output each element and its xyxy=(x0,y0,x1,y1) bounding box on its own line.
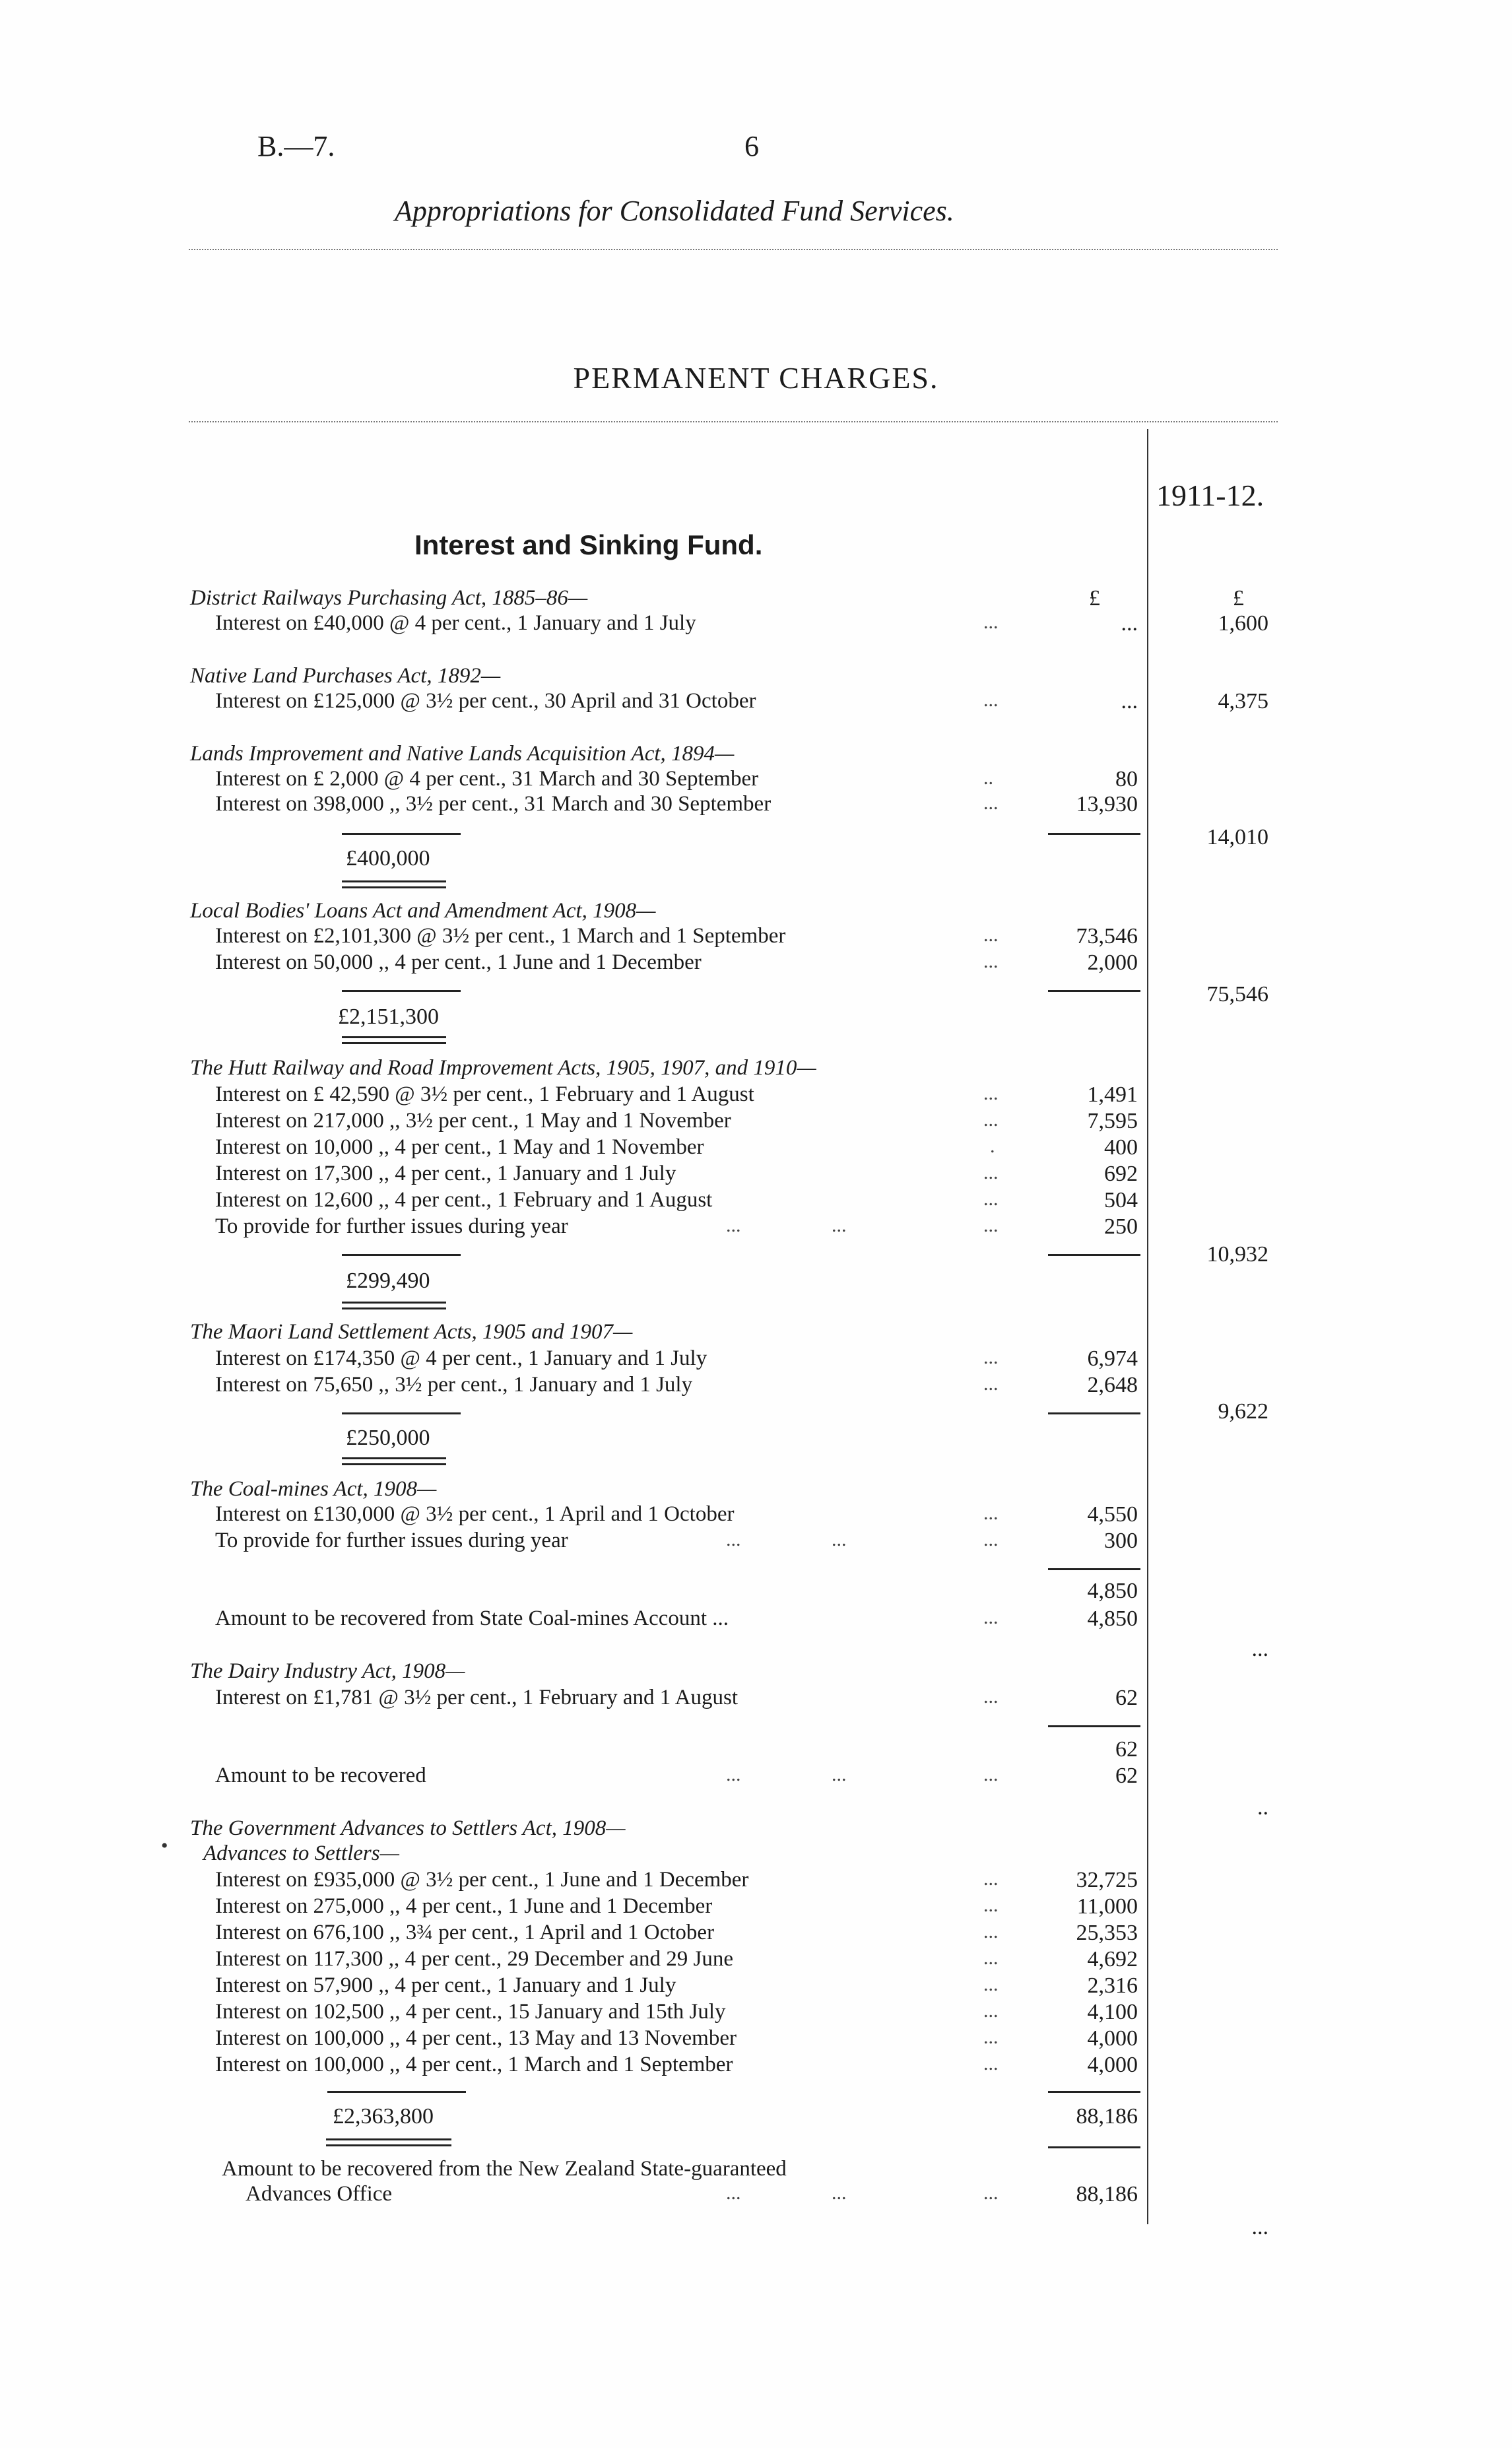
document-reference: B.—7. xyxy=(257,130,335,162)
act-total: 75,546 xyxy=(1206,982,1268,1007)
leader-dots: ... xyxy=(726,1764,741,1785)
interest-line: Interest on £130,000 @ 3½ per cent., 1 April and 1 October xyxy=(215,1502,735,1526)
line-amount: 4,000 xyxy=(1087,2053,1138,2077)
line-amount: 7,595 xyxy=(1087,1109,1138,1133)
interest-line: Interest on 75,650 ,, 3½ per cent., 1 January and 1 July xyxy=(215,1373,693,1397)
subtotal-amount: 4,850 xyxy=(1087,1579,1138,1603)
double-underline xyxy=(342,1302,446,1309)
line-amount: 250 xyxy=(1104,1214,1138,1239)
leader-dots: ... xyxy=(983,1764,999,1785)
interest-line: Interest on £ 2,000 @ 4 per cent., 31 March and 30 September xyxy=(215,767,759,791)
act-total: 14,010 xyxy=(1206,825,1268,849)
line-amount: 4,000 xyxy=(1087,2026,1138,2051)
line-amount: 4,692 xyxy=(1087,1947,1138,1971)
leader-dots: . xyxy=(990,1135,995,1157)
interest-line: Interest on £174,350 @ 4 per cent., 1 January and 1 July xyxy=(215,1346,707,1370)
line-amount: 13,930 xyxy=(1076,792,1138,816)
interest-line: To provide for further issues during year xyxy=(215,1214,568,1238)
interest-line: Interest on 17,300 ,, 4 per cent., 1 January and 1 July xyxy=(215,1162,676,1185)
double-underline xyxy=(342,1036,446,1044)
recovered-amount: 88,186 xyxy=(1076,2182,1138,2206)
leader-dots: ... xyxy=(983,611,999,633)
line-amount: 504 xyxy=(1104,1188,1138,1212)
page-title: Appropriations for Consolidated Fund Services. xyxy=(395,195,954,227)
interest-line: Interest on 57,900 ,, 4 per cent., 1 January and 1 July xyxy=(215,1973,676,1997)
principal-total: £250,000 xyxy=(346,1426,430,1450)
leader-dots: ... xyxy=(983,1868,999,1890)
leader-dots: ... xyxy=(983,950,999,972)
leader-dots: ... xyxy=(832,1214,847,1236)
line-amount: 4,100 xyxy=(1087,2000,1138,2024)
leader-dots: ... xyxy=(983,2026,999,2048)
underline xyxy=(1048,2091,1140,2093)
line-amount: 2,316 xyxy=(1087,1973,1138,1998)
interest-line: Interest on 398,000 ,, 3½ per cent., 31 March and 30 September xyxy=(215,792,772,816)
leader-dots: ... xyxy=(983,1346,999,1368)
act-title: The Coal-mines Act, 1908— xyxy=(190,1477,437,1501)
act-total: 4,375 xyxy=(1218,689,1268,713)
leader-dots: ... xyxy=(832,2182,847,2204)
subtotal-amount: 62 xyxy=(1115,1737,1138,1762)
line-amount: 80 xyxy=(1115,767,1138,791)
leader-dots: ... xyxy=(726,1214,741,1236)
act-title: Native Land Purchases Act, 1892— xyxy=(190,664,501,688)
leader-dots: ... xyxy=(983,792,999,814)
interest-line: To provide for further issues during year xyxy=(215,1529,568,1552)
act-total: 1,600 xyxy=(1218,611,1268,636)
underline xyxy=(342,1412,461,1414)
interest-line: Interest on £ 42,590 @ 3½ per cent., 1 February and 1 August xyxy=(215,1082,754,1106)
act-title: District Railways Purchasing Act, 1885–86— xyxy=(190,586,588,610)
leader-dots: ... xyxy=(983,1188,999,1210)
leader-dots: ... xyxy=(983,1947,999,1969)
year-heading: 1911-12. xyxy=(1156,479,1265,512)
interest-line: Interest on 100,000 ,, 4 per cent., 13 May and 13 November xyxy=(215,2026,737,2050)
leader-dots: ... xyxy=(726,2182,741,2204)
line-amount: 11,000 xyxy=(1076,1894,1138,1919)
recovered-label: Amount to be recovered xyxy=(215,1764,426,1787)
principal-total: £299,490 xyxy=(346,1269,430,1293)
leader-dots: ... xyxy=(983,1529,999,1550)
bullet-mark: • xyxy=(161,1835,168,1857)
act-total: ... xyxy=(1251,2215,1268,2239)
column-divider xyxy=(1147,429,1148,2224)
leader-dots: ... xyxy=(983,1606,999,1628)
leader-dots: ... xyxy=(983,924,999,946)
underline xyxy=(1048,2146,1140,2148)
act-title: Lands Improvement and Native Lands Acquisition Act, 1894— xyxy=(190,742,735,766)
line-amount: 400 xyxy=(1104,1135,1138,1160)
line-amount: 6,974 xyxy=(1087,1346,1138,1371)
recovered-amount: 4,850 xyxy=(1087,1606,1138,1631)
main-heading: PERMANENT CHARGES. xyxy=(573,361,939,395)
leader-dots: ... xyxy=(832,1764,847,1785)
line-amount: 25,353 xyxy=(1076,1921,1138,1945)
leader-dots: ... xyxy=(983,1162,999,1183)
double-underline xyxy=(326,2138,451,2146)
underline xyxy=(1048,1254,1140,1256)
leader-dots: ... xyxy=(983,2182,999,2204)
line-amount: 300 xyxy=(1104,1529,1138,1553)
act-total: .. xyxy=(1257,1795,1268,1820)
interest-line: Interest on 676,100 ,, 3¾ per cent., 1 April and 1 October xyxy=(215,1921,715,1944)
interest-line: Interest on £40,000 @ 4 per cent., 1 January and 1 July xyxy=(215,611,696,635)
leader-dots: ... xyxy=(983,1082,999,1104)
subtotal-amount: 88,186 xyxy=(1076,2104,1138,2129)
leader-dots: ... xyxy=(983,689,999,711)
double-underline xyxy=(342,1457,446,1465)
act-title: The Hutt Railway and Road Improvement Acts, 1905, 1907, and 1910— xyxy=(190,1056,816,1080)
leader-dots: ... xyxy=(726,1529,741,1550)
leader-dots: ... xyxy=(983,1109,999,1131)
recovered-label: Amount to be recovered from State Coal-mines Account ... xyxy=(215,1606,729,1630)
divider xyxy=(189,421,1278,422)
line-amount: 2,648 xyxy=(1087,1373,1138,1397)
interest-line: Interest on £125,000 @ 3½ per cent., 30 April and 31 October xyxy=(215,689,756,713)
line-amount: 32,725 xyxy=(1076,1868,1138,1892)
interest-line: Interest on 12,600 ,, 4 per cent., 1 February and 1 August xyxy=(215,1188,713,1212)
leader-dots: ... xyxy=(983,2053,999,2074)
act-subtitle: Advances to Settlers— xyxy=(203,1841,399,1865)
recovered-label: Advances Office xyxy=(246,2182,393,2206)
interest-line: Interest on £935,000 @ 3½ per cent., 1 June and 1 December xyxy=(215,1868,749,1892)
underline xyxy=(1048,833,1140,835)
act-total: ... xyxy=(1251,1637,1268,1661)
act-total: 10,932 xyxy=(1206,1242,1268,1267)
blank-amount: ... xyxy=(1121,689,1138,713)
interest-line: Interest on 10,000 ,, 4 per cent., 1 May and 1 November xyxy=(215,1135,704,1159)
act-title: The Dairy Industry Act, 1908— xyxy=(190,1659,465,1683)
underline xyxy=(1048,1568,1140,1570)
recovered-amount: 62 xyxy=(1115,1764,1138,1788)
principal-total: £2,363,800 xyxy=(333,2104,434,2129)
act-title: Local Bodies' Loans Act and Amendment Act, 1908— xyxy=(190,899,656,923)
double-underline xyxy=(342,880,446,888)
underline xyxy=(1048,1412,1140,1414)
interest-line: Interest on £1,781 @ 3½ per cent., 1 February and 1 August xyxy=(215,1686,738,1709)
leader-dots: ... xyxy=(983,2000,999,2022)
line-amount: 692 xyxy=(1104,1162,1138,1186)
principal-total: £400,000 xyxy=(346,846,430,871)
leader-dots: ... xyxy=(832,1529,847,1550)
leader-dots: .. xyxy=(983,767,993,789)
leader-dots: ... xyxy=(983,1894,999,1916)
line-amount: 2,000 xyxy=(1087,950,1138,975)
leader-dots: ... xyxy=(983,1921,999,1942)
underline xyxy=(342,833,461,835)
interest-line: Interest on 217,000 ,, 3½ per cent., 1 May and 1 November xyxy=(215,1109,731,1133)
leader-dots: ... xyxy=(983,1973,999,1995)
line-amount: 1,491 xyxy=(1087,1082,1138,1107)
interest-line: Interest on £2,101,300 @ 3½ per cent., 1 March and 1 September xyxy=(215,924,786,948)
act-total: 9,622 xyxy=(1218,1399,1268,1424)
leader-dots: ... xyxy=(983,1686,999,1707)
underline xyxy=(342,1254,461,1256)
currency-symbol-b: £ xyxy=(1233,586,1244,611)
line-amount: 73,546 xyxy=(1076,924,1138,948)
blank-amount: ... xyxy=(1121,611,1138,636)
underline xyxy=(327,2091,466,2093)
underline xyxy=(1048,990,1140,992)
underline xyxy=(342,990,461,992)
currency-symbol-a: £ xyxy=(1089,586,1100,611)
act-title: The Government Advances to Settlers Act, 1908— xyxy=(190,1816,626,1840)
leader-dots: ... xyxy=(983,1214,999,1236)
act-title: The Maori Land Settlement Acts, 1905 and 1907— xyxy=(190,1320,633,1344)
line-amount: 4,550 xyxy=(1087,1502,1138,1527)
interest-line: Interest on 102,500 ,, 4 per cent., 15 January and 15th July xyxy=(215,2000,726,2024)
leader-dots: ... xyxy=(983,1373,999,1395)
recovered-label: Amount to be recovered from the New Zealand State-guaranteed xyxy=(222,2157,787,2181)
interest-line: Interest on 117,300 ,, 4 per cent., 29 December and 29 June xyxy=(215,1947,734,1971)
page-number: 6 xyxy=(744,130,759,162)
underline xyxy=(1048,1725,1140,1727)
interest-line: Interest on 100,000 ,, 4 per cent., 1 March and 1 September xyxy=(215,2053,733,2076)
leader-dots: ... xyxy=(983,1502,999,1524)
interest-line: Interest on 50,000 ,, 4 per cent., 1 June and 1 December xyxy=(215,950,702,974)
section-heading: Interest and Sinking Fund. xyxy=(414,529,763,560)
line-amount: 62 xyxy=(1115,1686,1138,1710)
principal-total: £2,151,300 xyxy=(338,1005,439,1029)
divider xyxy=(189,249,1278,250)
interest-line: Interest on 275,000 ,, 4 per cent., 1 June and 1 December xyxy=(215,1894,713,1918)
